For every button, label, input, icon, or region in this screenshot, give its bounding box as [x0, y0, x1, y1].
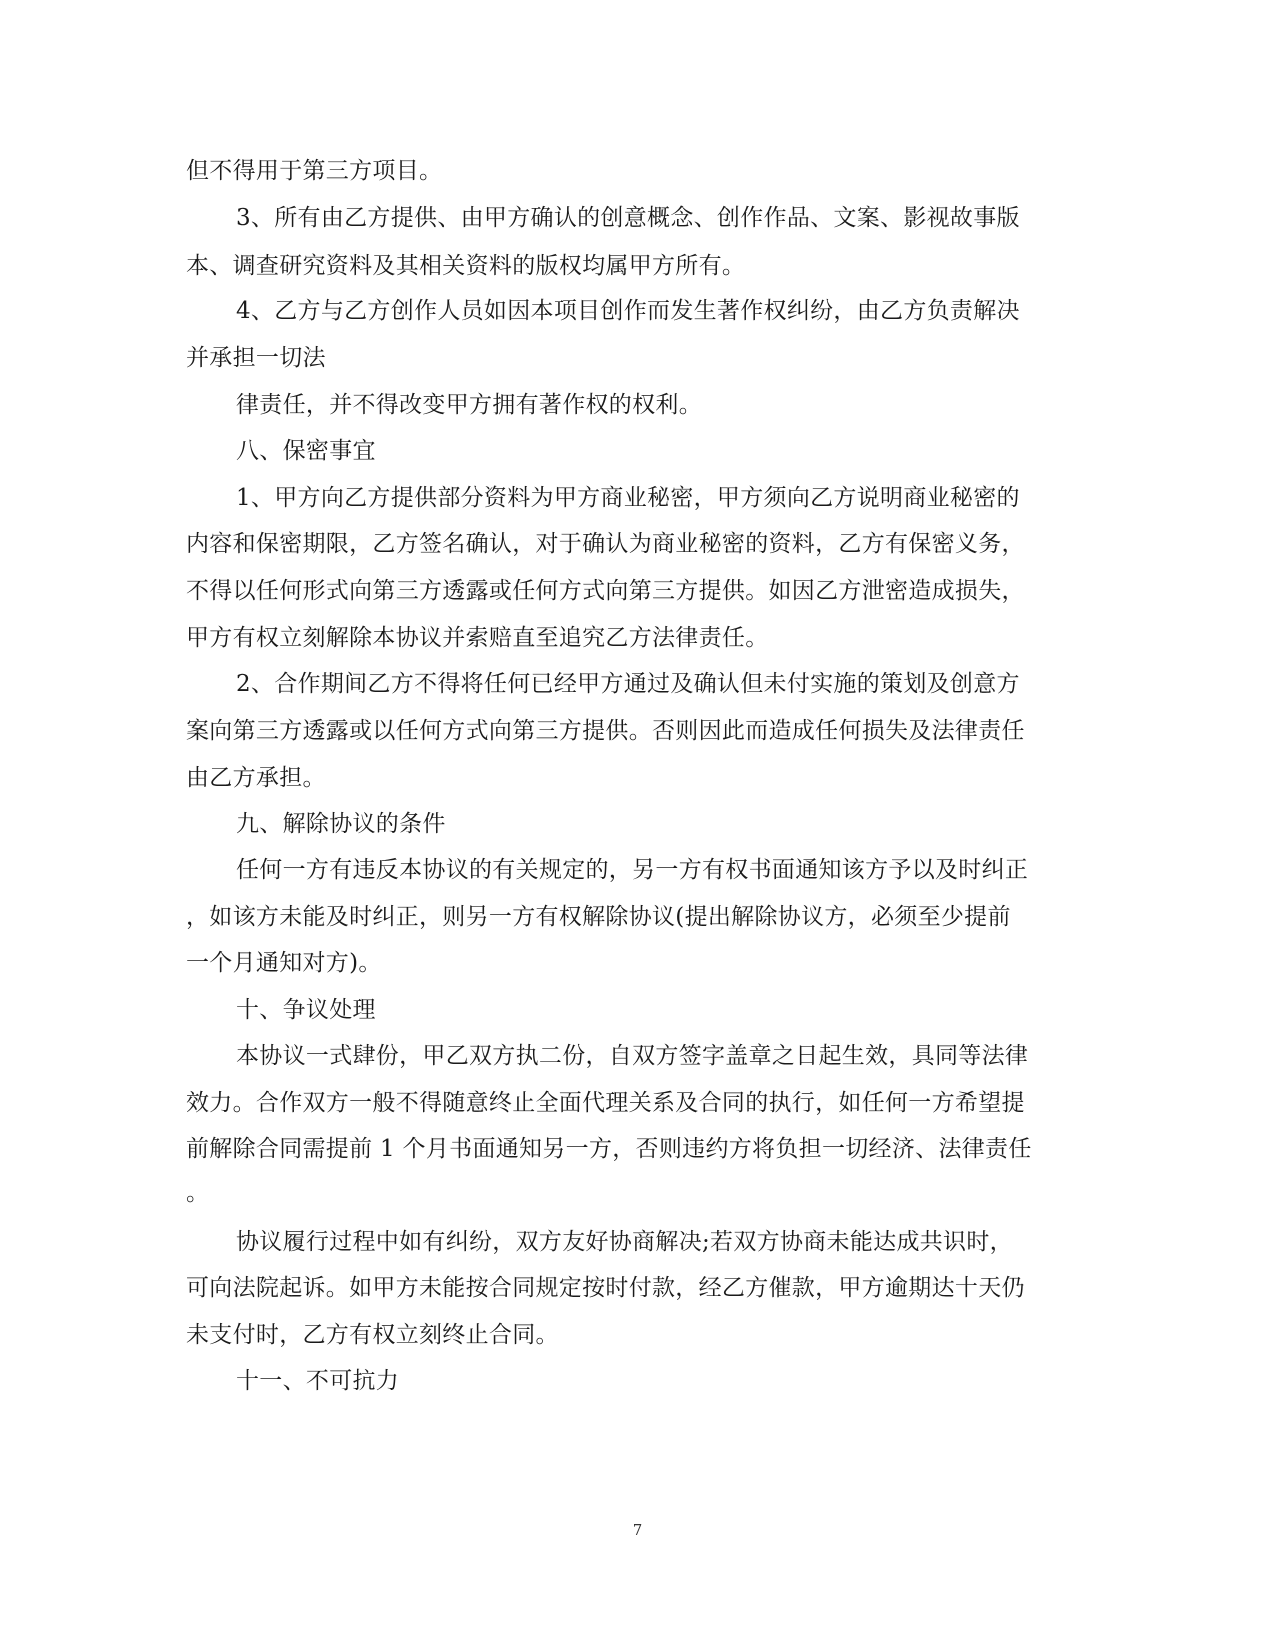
- text-line: 1、甲方向乙方提供部分资料为甲方商业秘密，甲方须向乙方说明商业秘密的: [236, 485, 1020, 511]
- text-line: 前解除合同需提前 1 个月书面通知另一方，否则违约方将负担一切经济、法律责任: [186, 1136, 1032, 1162]
- text-line: 由乙方承担。: [186, 765, 326, 791]
- text-line: 本、调查研究资料及其相关资料的版权均属甲方所有。: [186, 253, 746, 279]
- section-heading: 八、保密事宜: [236, 438, 376, 464]
- text-line: 协议履行过程中如有纠纷，双方友好协商解决;若双方协商未能达成共识时，: [236, 1229, 1013, 1255]
- page-number: 7: [632, 1521, 643, 1539]
- text-line: 不得以任何形式向第三方透露或任何方式向第三方提供。如因乙方泄密造成损失，: [186, 578, 1025, 604]
- text-line: 3、所有由乙方提供、由甲方确认的创意概念、创作作品、文案、影视故事版: [236, 205, 1020, 231]
- text-line: 内容和保密期限，乙方签名确认，对于确认为商业秘密的资料，乙方有保密义务，: [186, 531, 1025, 557]
- text-line: 。: [186, 1180, 210, 1206]
- text-line: 甲方有权立刻解除本协议并索赔直至追究乙方法律责任。: [186, 625, 769, 651]
- section-heading: 十、争议处理: [236, 997, 376, 1023]
- text-line: 本协议一式肆份，甲乙双方执二份，自双方签字盖章之日起生效，具同等法律: [236, 1043, 1029, 1069]
- text-line: 律责任，并不得改变甲方拥有著作权的权利。: [236, 392, 702, 418]
- text-line: 效力。合作双方一般不得随意终止全面代理关系及合同的执行，如任何一方希望提: [186, 1090, 1025, 1116]
- text-line: 案向第三方透露或以任何方式向第三方提供。否则因此而造成任何损失及法律责任: [186, 718, 1025, 744]
- section-heading: 九、解除协议的条件: [236, 811, 446, 837]
- text-line: 未支付时，乙方有权立刻终止合同。: [186, 1322, 559, 1348]
- text-line: 可向法院起诉。如甲方未能按合同规定按时付款，经乙方催款，甲方逾期达十天仍: [186, 1275, 1025, 1301]
- text-line: ，如该方未能及时纠正，则另一方有权解除协议(提出解除协议方，必须至少提前: [186, 904, 1011, 930]
- text-line: 但不得用于第三方项目。: [186, 158, 443, 184]
- section-heading: 十一、不可抗力: [236, 1368, 400, 1394]
- text-line: 并承担一切法: [186, 345, 326, 371]
- text-line: 任何一方有违反本协议的有关规定的，另一方有权书面通知该方予以及时纠正: [236, 857, 1029, 883]
- text-line: 2、合作期间乙方不得将任何已经甲方通过及确认但未付实施的策划及创意方: [236, 671, 1020, 697]
- text-line: 一个月通知对方)。: [186, 950, 382, 976]
- text-line: 4、乙方与乙方创作人员如因本项目创作而发生著作权纠纷，由乙方负责解决: [236, 298, 1020, 324]
